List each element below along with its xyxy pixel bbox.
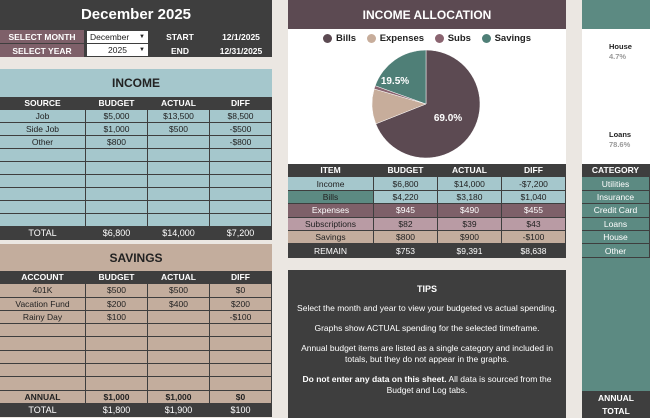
select-year-label: SELECT YEAR [0, 44, 84, 57]
savings-cell: $500 [86, 284, 148, 297]
savings-cell: $200 [86, 298, 148, 311]
category-cell: Loans [582, 218, 650, 231]
summary-column-header: ITEM [288, 164, 374, 177]
income-empty-cell [148, 214, 210, 227]
savings-cell: Vacation Fund [0, 298, 86, 311]
savings-empty-cell [148, 324, 210, 337]
category-cell: Insurance [582, 191, 650, 204]
end-date: 12/31/2025 [219, 45, 263, 56]
income-table [0, 97, 272, 240]
income-empty-cell [0, 162, 86, 175]
savings-empty-cell [210, 337, 272, 350]
savings-empty-cell [86, 351, 148, 364]
legend-expenses: Expenses [367, 33, 424, 44]
income-column-header: ACTUAL [148, 97, 210, 110]
header-controls [0, 29, 272, 57]
savings-column-header: ACTUAL [148, 271, 210, 284]
savings-table [0, 271, 272, 417]
allocation-title: INCOME ALLOCATION [288, 0, 566, 29]
summary-cell: -$100 [502, 231, 566, 244]
savings-total-cell: $100 [210, 404, 272, 417]
category-filler [582, 258, 650, 391]
savings-empty-cell [86, 324, 148, 337]
start-date: 12/1/2025 [222, 31, 260, 42]
income-column-header: BUDGET [86, 97, 148, 110]
income-empty-cell [148, 188, 210, 201]
summary-cell: $1,040 [502, 191, 566, 204]
chevron-down-icon: ▼ [139, 47, 145, 53]
savings-annual-cell: $1,000 [148, 391, 210, 404]
savings-total-cell: $1,900 [148, 404, 210, 417]
income-empty-cell [0, 175, 86, 188]
savings-column-header: BUDGET [86, 271, 148, 284]
savings-empty-cell [86, 364, 148, 377]
income-title: INCOME [0, 69, 272, 97]
category-cell: Utilities [582, 177, 650, 190]
income-empty-cell [148, 162, 210, 175]
tips-title: TIPS [416, 284, 437, 294]
summary-cell: Bills [288, 191, 374, 204]
income-cell: $500 [148, 123, 210, 136]
savings-empty-cell [0, 364, 86, 377]
income-empty-cell [86, 149, 148, 162]
income-empty-cell [0, 201, 86, 214]
savings-empty-cell [0, 351, 86, 364]
income-column-header: SOURCE [0, 97, 86, 110]
income-empty-cell [0, 188, 86, 201]
savings-empty-cell [0, 377, 86, 390]
income-cell: $8,500 [210, 110, 272, 123]
summary-cell: $43 [502, 218, 566, 231]
summary-cell: $3,180 [438, 191, 502, 204]
legend-bills: Bills [323, 33, 356, 44]
savings-column-header: ACCOUNT [0, 271, 86, 284]
category-cell: Other [582, 244, 650, 257]
summary-cell: $82 [374, 218, 438, 231]
income-empty-cell [148, 149, 210, 162]
summary-cell: $6,800 [374, 177, 438, 190]
income-empty-cell [210, 201, 272, 214]
pie-data-label: 19.5% [380, 76, 410, 87]
summary-cell: REMAIN [288, 244, 374, 257]
income-empty-cell [86, 201, 148, 214]
summary-cell: $900 [438, 231, 502, 244]
savings-annual-cell: $1,000 [86, 391, 148, 404]
bar-value-loans: 78.6% [609, 140, 631, 149]
tips-text-1: Select the month and year to view your budgeted vs actual spending. [297, 303, 557, 313]
income-empty-cell [0, 214, 86, 227]
income-cell: $1,000 [86, 123, 148, 136]
bar-value-house: 4.7% [609, 52, 627, 61]
summary-cell: $4,220 [374, 191, 438, 204]
savings-cell: 401K [0, 284, 86, 297]
savings-cell: $500 [148, 284, 210, 297]
pie-chart [288, 29, 566, 164]
summary-cell: Savings [288, 231, 374, 244]
category-column-header: CATEGORY [582, 164, 650, 177]
savings-column-header: DIFF [210, 271, 272, 284]
income-cell [148, 136, 210, 149]
bar-label-loans: Loans [609, 130, 632, 139]
summary-cell: -$7,200 [502, 177, 566, 190]
summary-cell: Income [288, 177, 374, 190]
start-label: START [166, 31, 194, 42]
savings-empty-cell [86, 337, 148, 350]
income-empty-cell [86, 175, 148, 188]
savings-empty-cell [148, 377, 210, 390]
tips-panel [288, 270, 566, 418]
savings-empty-cell [148, 364, 210, 377]
income-cell: Side Job [0, 123, 86, 136]
savings-empty-cell [148, 351, 210, 364]
pie-data-label: 69.0% [433, 113, 463, 124]
savings-total-cell: TOTAL [0, 404, 86, 417]
tips-text-4: Do not enter any data on this sheet. All data is sourced from the Budget and Log tabs. [302, 374, 552, 395]
summary-column-header: BUDGET [374, 164, 438, 177]
summary-cell: Expenses [288, 204, 374, 217]
month-value: December [90, 32, 130, 42]
tips-text-3: Annual budget items are listed as a single category and included in totals, but they do not appear in the graphs. [301, 343, 553, 364]
summary-cell: $753 [374, 244, 438, 257]
category-cell: House [582, 231, 650, 244]
income-empty-cell [210, 188, 272, 201]
income-cell: -$500 [210, 123, 272, 136]
savings-cell: $400 [148, 298, 210, 311]
savings-empty-cell [0, 324, 86, 337]
income-cell: -$800 [210, 136, 272, 149]
end-label: END [171, 45, 189, 56]
savings-empty-cell [210, 324, 272, 337]
income-empty-cell [148, 175, 210, 188]
income-total-cell: $6,800 [86, 227, 148, 240]
legend-savings: Savings [482, 33, 531, 44]
savings-cell: Rainy Day [0, 311, 86, 324]
right-panel-header [582, 0, 650, 29]
savings-empty-cell [0, 337, 86, 350]
summary-cell: $490 [438, 204, 502, 217]
income-cell: $13,500 [148, 110, 210, 123]
summary-cell: $9,391 [438, 244, 502, 257]
savings-cell [148, 311, 210, 324]
category-annual: ANNUAL [582, 391, 650, 404]
summary-cell: $14,000 [438, 177, 502, 190]
category-table [582, 164, 650, 258]
income-empty-cell [86, 162, 148, 175]
savings-empty-cell [210, 364, 272, 377]
right-chart-area [582, 29, 650, 164]
income-empty-cell [86, 214, 148, 227]
select-month-label: SELECT MONTH [0, 30, 84, 43]
bar-label-house: House [609, 42, 632, 51]
savings-cell: $200 [210, 298, 272, 311]
income-total-cell: $14,000 [148, 227, 210, 240]
savings-empty-cell [86, 377, 148, 390]
category-total: TOTAL [582, 404, 650, 418]
savings-empty-cell [210, 377, 272, 390]
income-total-cell: TOTAL [0, 227, 86, 240]
month-select[interactable] [87, 31, 148, 43]
summary-column-header: ACTUAL [438, 164, 502, 177]
category-cell: Credit Card [582, 204, 650, 217]
savings-title: SAVINGS [0, 244, 272, 271]
chevron-down-icon: ▼ [139, 34, 145, 40]
legend-subs: Subs [435, 33, 471, 44]
income-total-cell: $7,200 [210, 227, 272, 240]
income-column-header: DIFF [210, 97, 272, 110]
summary-cell: Subscriptions [288, 218, 374, 231]
summary-column-header: DIFF [502, 164, 566, 177]
summary-cell: $800 [374, 231, 438, 244]
income-cell: $5,000 [86, 110, 148, 123]
tips-text-2: Graphs show ACTUAL spending for the selected timeframe. [314, 323, 540, 333]
savings-annual-cell: $0 [210, 391, 272, 404]
income-empty-cell [0, 149, 86, 162]
income-empty-cell [210, 149, 272, 162]
tips-warning: Do not enter any data on this sheet. [302, 374, 447, 384]
income-empty-cell [210, 214, 272, 227]
income-cell: Other [0, 136, 86, 149]
income-empty-cell [210, 175, 272, 188]
savings-cell: $0 [210, 284, 272, 297]
income-empty-cell [210, 162, 272, 175]
savings-empty-cell [148, 337, 210, 350]
savings-annual-cell: ANNUAL [0, 391, 86, 404]
savings-empty-cell [210, 351, 272, 364]
chart-area [288, 29, 566, 164]
income-cell: Job [0, 110, 86, 123]
year-select[interactable] [87, 44, 148, 56]
summary-table [288, 164, 566, 258]
summary-cell: $455 [502, 204, 566, 217]
income-empty-cell [86, 188, 148, 201]
summary-cell: $945 [374, 204, 438, 217]
summary-cell: $8,638 [502, 244, 566, 257]
summary-cell: $39 [438, 218, 502, 231]
savings-total-cell: $1,800 [86, 404, 148, 417]
savings-cell: -$100 [210, 311, 272, 324]
page-title: December 2025 [0, 0, 272, 29]
income-empty-cell [148, 201, 210, 214]
savings-cell: $100 [86, 311, 148, 324]
year-value: 2025 [108, 45, 127, 55]
income-cell: $800 [86, 136, 148, 149]
